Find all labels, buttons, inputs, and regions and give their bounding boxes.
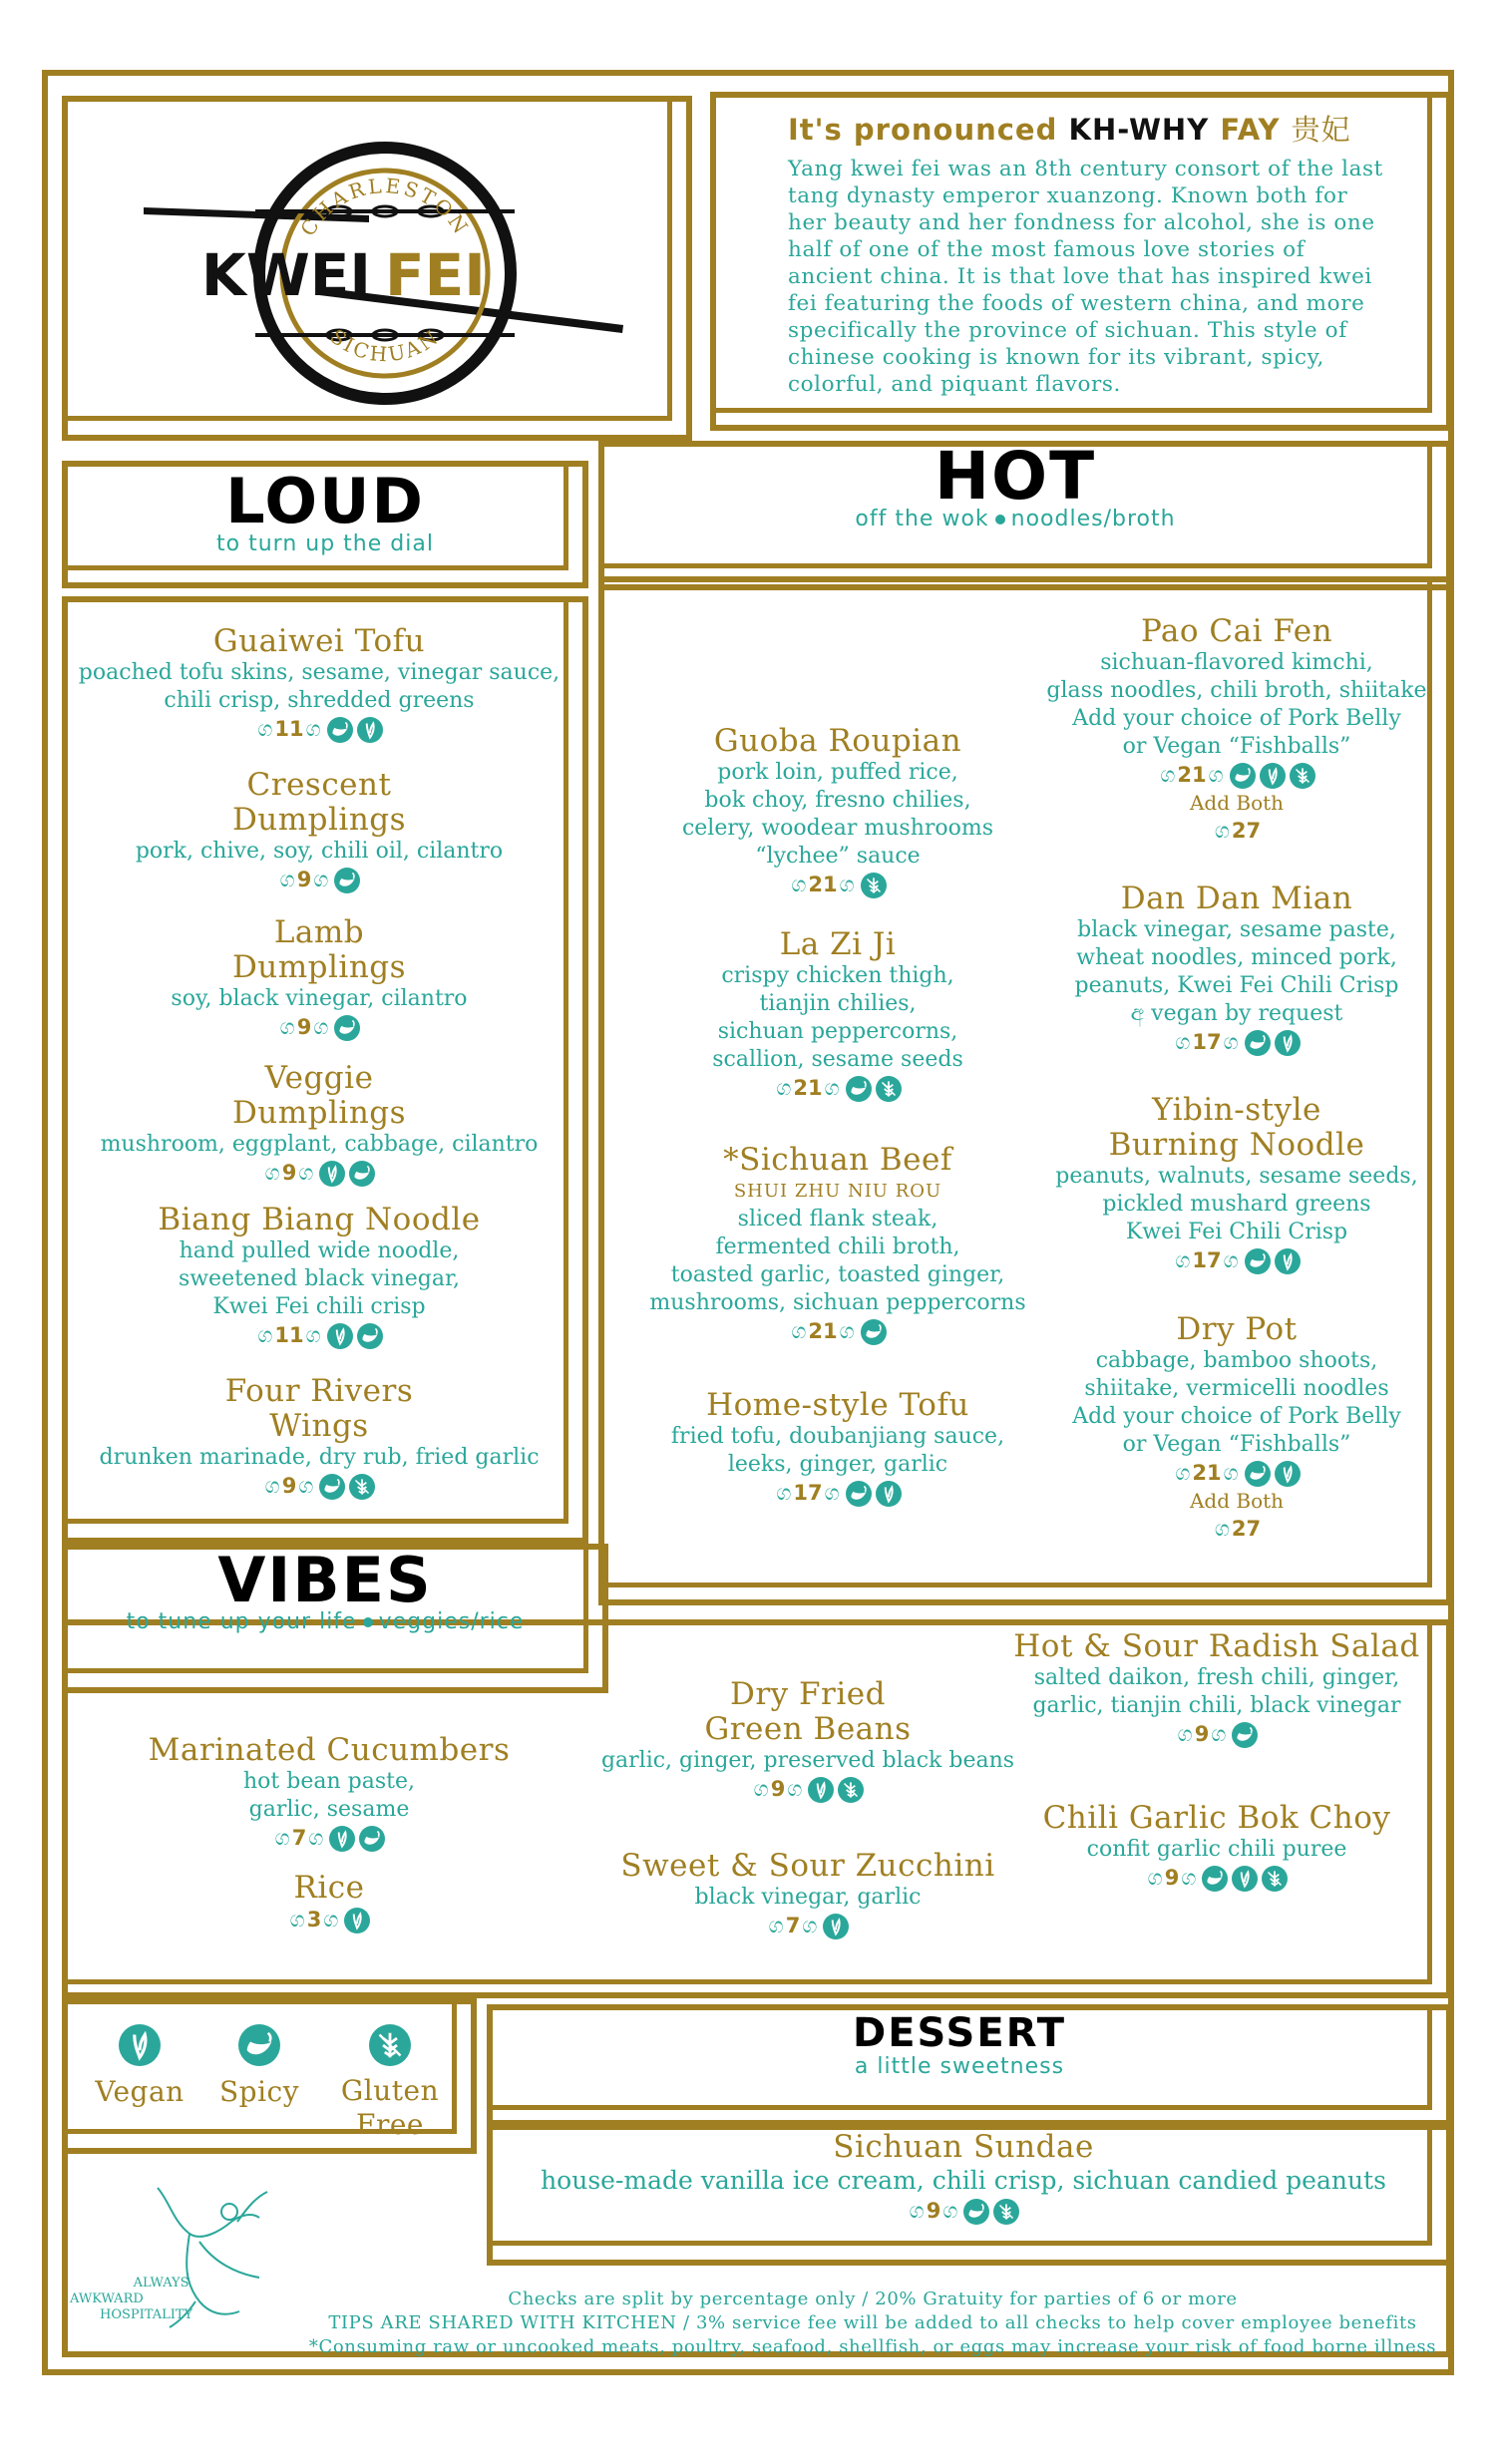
menu-item <box>1037 1093 1436 1274</box>
item-price: 11 <box>274 717 304 741</box>
item-add-price-row <box>1037 1515 1436 1543</box>
item-subname: SHUI ZHU NIU ROU <box>733 1181 942 1202</box>
item-description: confit garlic chili puree <box>1086 1837 1347 1862</box>
item-price-row <box>1037 1028 1436 1056</box>
currency-symbol: ග <box>824 1481 840 1505</box>
vegan-icon <box>876 1481 902 1507</box>
spicy-icon <box>357 1323 383 1349</box>
item-description: salted daikon, fresh chili, ginger, <box>1033 1665 1400 1690</box>
item-price-row <box>588 1775 1027 1803</box>
item-name: Burning Noodle <box>1108 1127 1365 1163</box>
currency-symbol: ග <box>274 1826 290 1850</box>
item-description: peanuts, Kwei Fei Chili Crisp <box>1074 973 1399 998</box>
item-name: Crescent <box>246 767 392 803</box>
item-name: Dry Fried <box>730 1676 886 1712</box>
item-name: Veggie <box>264 1060 374 1096</box>
item-add-price: 27 <box>1231 819 1262 843</box>
item-name: Sichuan Sundae <box>833 2129 1094 2165</box>
bullet-dot <box>363 1617 373 1627</box>
item-name: Yibin-style <box>1152 1092 1321 1128</box>
item-name: Wings <box>269 1408 369 1444</box>
item-price: 21 <box>808 873 838 896</box>
spicy-icon <box>1230 763 1256 789</box>
item-description: glass noodles, chili broth, shiitake <box>1046 678 1427 703</box>
item-price: 9 <box>281 1161 297 1185</box>
item-description: Add your choice of Pork Belly <box>1072 706 1401 731</box>
spicy-icon <box>1232 1722 1258 1748</box>
hot-subtitle-b: noodles/broth <box>1010 507 1176 531</box>
hospitality-line-c: HOSPITALITY <box>100 2307 193 2322</box>
legend-gluten-free <box>325 2024 455 2142</box>
menu-item <box>70 1374 568 1500</box>
item-price: 11 <box>274 1323 304 1347</box>
item-description: Kwei Fei chili crisp <box>212 1294 426 1319</box>
item-price-row <box>70 1472 568 1500</box>
hot-subtitle-a: off the wok <box>855 507 989 531</box>
item-description: crispy chicken thigh, <box>721 963 954 988</box>
intro-phonetic-a: KH-WHY <box>1068 113 1210 147</box>
currency-symbol: ග <box>1147 1866 1163 1890</box>
menu-item <box>618 1143 1057 1345</box>
item-description: pork, chive, soy, chili oil, cilantro <box>135 839 504 864</box>
currency-symbol: ග <box>839 873 855 896</box>
item-description: mushroom, eggplant, cabbage, cilantro <box>100 1132 539 1157</box>
logo-name-b: FEI <box>385 241 486 309</box>
item-price: 9 <box>1194 1722 1210 1746</box>
item-description: black vinegar, sesame paste, <box>1077 917 1396 942</box>
logo-name-a: KWEI <box>200 241 371 309</box>
item-description: sweetened black vinegar, <box>178 1266 461 1291</box>
item-description: Kwei Fei Chili Crisp <box>1125 1220 1348 1244</box>
currency-symbol: ග <box>1175 1248 1191 1272</box>
gluten-free-icon <box>349 1474 375 1500</box>
currency-symbol: ග <box>257 717 273 741</box>
vegan-icon <box>1232 1866 1258 1892</box>
item-price: 21 <box>808 1319 838 1343</box>
currency-symbol: ග <box>839 1319 855 1343</box>
item-name: Chili Garlic Bok Choy <box>1042 1800 1391 1836</box>
item-price: 7 <box>291 1826 307 1850</box>
vegan-icon <box>119 2024 161 2066</box>
item-price: 21 <box>793 1076 823 1100</box>
bullet-dot <box>995 515 1005 525</box>
menu-item <box>588 1677 1027 1803</box>
currency-symbol: ග <box>1223 1461 1239 1485</box>
item-price-row <box>1007 1720 1426 1748</box>
item-description: or Vegan “Fishballs” <box>1122 734 1351 759</box>
currency-symbol: ග <box>1160 763 1176 787</box>
item-price: 17 <box>1192 1030 1222 1054</box>
item-price: 21 <box>1177 763 1207 787</box>
vibes-subtitle-b: veggies/rice <box>378 1609 525 1634</box>
menu-item <box>100 1871 559 1934</box>
menu-item <box>1037 614 1436 845</box>
item-name: Home-style Tofu <box>706 1387 969 1423</box>
menu-item <box>1007 1801 1426 1892</box>
gluten-free-icon <box>1290 763 1315 789</box>
item-description: sichuan-flavored kimchi, <box>1100 650 1373 675</box>
item-price-row <box>1037 1459 1436 1487</box>
hospitality-line-a: ALWAYS <box>133 2276 189 2290</box>
item-description: pickled mushard greens <box>1102 1192 1371 1217</box>
currency-symbol: ග <box>1211 1722 1227 1746</box>
vibes-subtitle <box>62 1609 588 1634</box>
item-description: or Vegan “Fishballs” <box>1122 1432 1351 1457</box>
item-name: Green Beans <box>704 1711 912 1747</box>
currency-symbol: ග <box>909 2199 925 2223</box>
loud-title: LOUD <box>225 465 425 537</box>
item-price: 21 <box>1192 1461 1222 1485</box>
item-add-price-row <box>1037 817 1436 845</box>
intro-chinese: 贵妃 <box>1291 113 1351 147</box>
item-description: “lychee” sauce <box>755 844 921 869</box>
item-description: hand pulled wide noodle, <box>179 1238 460 1263</box>
currency-symbol: ග <box>791 873 807 896</box>
spicy-icon <box>846 1481 872 1507</box>
footer-line-1: Checks are split by percentage only / 20% Gratuity for parties of 6 or more <box>508 2288 1238 2309</box>
legend-gluten-label-b: Free <box>356 2108 424 2141</box>
vibes-title: VIBES <box>217 1544 433 1616</box>
item-price-row <box>1037 1246 1436 1274</box>
item-description: අ vegan by request <box>1130 1001 1343 1026</box>
currency-symbol: ග <box>264 1474 280 1498</box>
currency-symbol: ග <box>279 868 295 891</box>
item-name: Hot & Sour Radish Salad <box>1013 1628 1420 1664</box>
currency-symbol: ග <box>942 2199 958 2223</box>
menu-item <box>1037 1312 1436 1543</box>
hospitality-mark <box>70 2276 192 2323</box>
menu-item <box>1037 881 1436 1056</box>
currency-symbol: ග <box>298 1474 314 1498</box>
item-name: Rice <box>293 1870 365 1906</box>
item-add-price: 27 <box>1231 1517 1262 1541</box>
spicy-icon <box>319 1474 345 1500</box>
item-description: garlic, tianjin chili, black vinegar <box>1032 1693 1401 1718</box>
spicy-icon <box>349 1161 375 1187</box>
currency-symbol: ග <box>279 1015 295 1039</box>
item-description: celery, woodear mushrooms <box>681 816 994 841</box>
item-name: Four Rivers <box>224 1373 414 1409</box>
vegan-icon <box>357 717 383 743</box>
item-description: garlic, sesame <box>248 1797 410 1822</box>
item-add-option: Add Both <box>1189 1489 1285 1513</box>
hot-subtitle <box>598 507 1432 531</box>
item-name: Dan Dan Mian <box>1120 880 1353 916</box>
vegan-icon <box>1275 1248 1301 1274</box>
currency-symbol: ග <box>313 868 329 891</box>
currency-symbol: ග <box>1223 1248 1239 1272</box>
currency-symbol: ග <box>257 1323 273 1347</box>
currency-symbol: ග <box>753 1777 769 1801</box>
legend-vegan <box>80 2024 199 2109</box>
gluten-free-icon <box>993 2199 1019 2225</box>
item-description: peanuts, walnuts, sesame seeds, <box>1055 1164 1418 1189</box>
menu-item <box>100 1733 559 1852</box>
item-price: 3 <box>306 1908 322 1932</box>
item-description: sliced flank steak, <box>737 1207 938 1232</box>
item-name: *Sichuan Beef <box>723 1142 952 1178</box>
hospitality-line-b: AWKWARD <box>70 2291 144 2306</box>
legend-spicy-label: Spicy <box>218 2075 300 2108</box>
item-description: pork loin, puffed rice, <box>717 760 958 785</box>
item-price-row <box>70 1159 568 1187</box>
currency-symbol: ග <box>264 1161 280 1185</box>
menu-item <box>588 1849 1027 1939</box>
currency-symbol: ග <box>824 1076 840 1100</box>
item-name: Dumplings <box>231 1095 407 1131</box>
menu-item <box>618 927 1057 1102</box>
item-description: poached tofu skins, sesame, vinegar sauce, <box>78 660 561 685</box>
kwei-fei-logo <box>140 130 638 419</box>
legend-spicy <box>199 2024 319 2109</box>
item-price-row <box>618 871 1057 898</box>
item-price: 9 <box>296 868 312 891</box>
item-price: 17 <box>793 1481 823 1505</box>
gluten-free-icon <box>1262 1866 1288 1892</box>
item-name: Sweet & Sour Zucchini <box>620 1848 995 1884</box>
spicy-icon <box>1245 1461 1271 1487</box>
item-price-row <box>1037 761 1436 789</box>
currency-symbol: ග <box>1175 1030 1191 1054</box>
vegan-icon <box>327 1323 353 1349</box>
item-price: 7 <box>785 1914 801 1937</box>
item-name: La Zi Ji <box>779 926 897 962</box>
item-description: cabbage, bamboo shoots, <box>1095 1348 1378 1373</box>
item-price-row <box>588 1912 1027 1939</box>
item-description: fried tofu, doubanjiang sauce, <box>670 1424 1005 1449</box>
currency-symbol: ග <box>298 1161 314 1185</box>
gluten-free-icon <box>838 1777 864 1803</box>
gluten-free-icon <box>369 2024 411 2066</box>
item-description: scallion, sesame seeds <box>712 1047 963 1072</box>
dessert-title: DESSERT <box>853 2010 1066 2056</box>
item-description: fermented chili broth, <box>715 1234 960 1259</box>
menu-item <box>70 624 568 743</box>
item-price: 9 <box>926 2199 941 2223</box>
vegan-icon <box>329 1826 355 1852</box>
item-name: Lamb <box>273 914 365 950</box>
item-name: Guoba Roupian <box>713 723 962 759</box>
item-price: 9 <box>1164 1866 1180 1890</box>
vegan-icon <box>319 1161 345 1187</box>
currency-symbol: ග <box>802 1914 818 1937</box>
item-description: soy, black vinegar, cilantro <box>171 986 468 1011</box>
item-name: Dumplings <box>231 802 407 838</box>
item-name: Dry Pot <box>1176 1311 1298 1347</box>
currency-symbol: ග <box>1208 763 1224 787</box>
item-description: tianjin chilies, <box>759 991 917 1016</box>
item-price: 9 <box>770 1777 786 1801</box>
currency-symbol: ග <box>305 1323 321 1347</box>
item-price: 9 <box>296 1015 312 1039</box>
item-price-row <box>1007 1864 1426 1892</box>
currency-symbol: ග <box>308 1826 324 1850</box>
item-name: Marinated Cucumbers <box>148 1732 511 1768</box>
item-description: toasted garlic, toasted ginger, <box>670 1262 1005 1287</box>
spicy-icon <box>359 1826 385 1852</box>
currency-symbol: ග <box>787 1777 803 1801</box>
currency-symbol: ග <box>776 1481 792 1505</box>
item-price: 9 <box>281 1474 297 1498</box>
currency-symbol: ග <box>1175 1461 1191 1485</box>
item-price-row <box>70 866 568 893</box>
intro-phonetic-b: FAY <box>1220 113 1281 147</box>
vegan-icon <box>1260 763 1286 789</box>
footer-notes <box>299 2288 1446 2359</box>
item-name: Guaiwei Tofu <box>212 623 426 659</box>
spicy-icon <box>846 1076 872 1102</box>
item-name: Biang Biang Noodle <box>158 1202 481 1237</box>
item-description: sichuan peppercorns, <box>717 1019 958 1044</box>
currency-symbol: ග <box>313 1015 329 1039</box>
menu-item <box>618 724 1057 898</box>
menu-item <box>70 915 568 1041</box>
item-price-row <box>100 1906 559 1934</box>
hot-title: HOT <box>934 438 1097 515</box>
item-price-row <box>495 2197 1432 2225</box>
item-description: drunken marinade, dry rub, fried garlic <box>99 1445 540 1470</box>
intro-body: Yang kwei fei was an 8th century consort of the last tang dynasty emperor xuanzong. Known both for her beauty and her fondness for alcohol, she is one half of one of the most famous love stories of ancient china. It is that love that has inspired kwei fei featuring the foods of western china, and more specifically the province of sichuan. This style of chinese cooking is known for its vibrant, spicy, colorful, and piquant flavors. <box>788 157 1383 397</box>
footer-line-3: *Consuming raw or uncooked meats, poultry, seafood, shellfish, or eggs may increase your risk of food borne illness <box>308 2336 1437 2357</box>
logo-bottom-text: SICHUAN <box>325 323 445 367</box>
intro-heading <box>788 108 1351 149</box>
gluten-free-icon <box>876 1076 902 1102</box>
logo-top-text: CHARLESTON <box>295 173 475 241</box>
currency-symbol: ග <box>1177 1722 1193 1746</box>
item-price-row <box>70 715 568 743</box>
spicy-icon <box>238 2024 280 2066</box>
item-name: Dumplings <box>231 949 407 985</box>
spicy-icon <box>334 1015 360 1041</box>
currency-symbol: ග <box>1214 1517 1230 1541</box>
spicy-icon <box>1202 1866 1228 1892</box>
legend-vegan-label: Vegan <box>95 2075 185 2108</box>
vegan-icon <box>1275 1461 1301 1487</box>
dessert-item <box>495 2130 1432 2225</box>
item-price-row <box>70 1321 568 1349</box>
item-description: mushrooms, sichuan peppercorns <box>649 1290 1026 1315</box>
vegan-icon <box>344 1908 370 1934</box>
item-description: hot bean paste, <box>243 1769 415 1794</box>
item-description: leeks, ginger, garlic <box>727 1452 948 1477</box>
item-description: shiitake, vermicelli noodles <box>1084 1376 1389 1401</box>
spicy-icon <box>963 2199 989 2225</box>
menu-item <box>70 1061 568 1187</box>
menu-item <box>1007 1629 1426 1748</box>
item-price-row <box>618 1317 1057 1345</box>
dessert-subtitle: a little sweetness <box>854 2054 1065 2079</box>
gluten-free-icon <box>861 873 887 898</box>
currency-symbol: ග <box>323 1908 339 1932</box>
item-name: Pao Cai Fen <box>1140 613 1333 649</box>
menu-item <box>70 1203 568 1349</box>
spicy-icon <box>1245 1248 1271 1274</box>
currency-symbol: ග <box>768 1914 784 1937</box>
currency-symbol: ග <box>305 717 321 741</box>
item-description: Add your choice of Pork Belly <box>1072 1404 1401 1429</box>
legend-gluten-label-a: Gluten <box>340 2074 440 2107</box>
item-description: wheat noodles, minced pork, <box>1076 945 1397 970</box>
vibes-subtitle-a: to tune up your life <box>126 1609 357 1634</box>
currency-symbol: ග <box>1223 1030 1239 1054</box>
loud-subtitle: to turn up the dial <box>216 531 434 556</box>
item-price-row <box>618 1479 1057 1507</box>
currency-symbol: ග <box>791 1319 807 1343</box>
spicy-icon <box>334 868 360 893</box>
item-add-option: Add Both <box>1189 791 1285 815</box>
currency-symbol: ග <box>776 1076 792 1100</box>
item-description: chili crisp, shredded greens <box>164 688 475 713</box>
vegan-icon <box>808 1777 834 1803</box>
spicy-icon <box>861 1319 887 1345</box>
vegan-icon <box>823 1914 849 1939</box>
item-price-row <box>70 1013 568 1041</box>
spicy-icon <box>327 717 353 743</box>
item-description: black vinegar, garlic <box>694 1885 922 1910</box>
item-price: 17 <box>1192 1248 1222 1272</box>
item-description: garlic, ginger, preserved black beans <box>600 1748 1015 1773</box>
vegan-icon <box>1275 1030 1301 1056</box>
item-price-row <box>618 1074 1057 1102</box>
currency-symbol: ග <box>1214 819 1230 843</box>
item-description: house-made vanilla ice cream, chili crisp, sichuan candied peanuts <box>541 2166 1386 2195</box>
item-price-row <box>100 1824 559 1852</box>
currency-symbol: ග <box>289 1908 305 1932</box>
item-description: bok choy, fresno chilies, <box>704 788 971 813</box>
menu-item <box>618 1388 1057 1507</box>
footer-line-2: TIPS ARE SHARED WITH KITCHEN / 3% service fee will be added to all checks to help cover employee benefits <box>328 2312 1417 2333</box>
spicy-icon <box>1245 1030 1271 1056</box>
currency-symbol: ග <box>1181 1866 1197 1890</box>
menu-item <box>70 768 568 893</box>
intro-lead: It's pronounced <box>788 113 1058 147</box>
